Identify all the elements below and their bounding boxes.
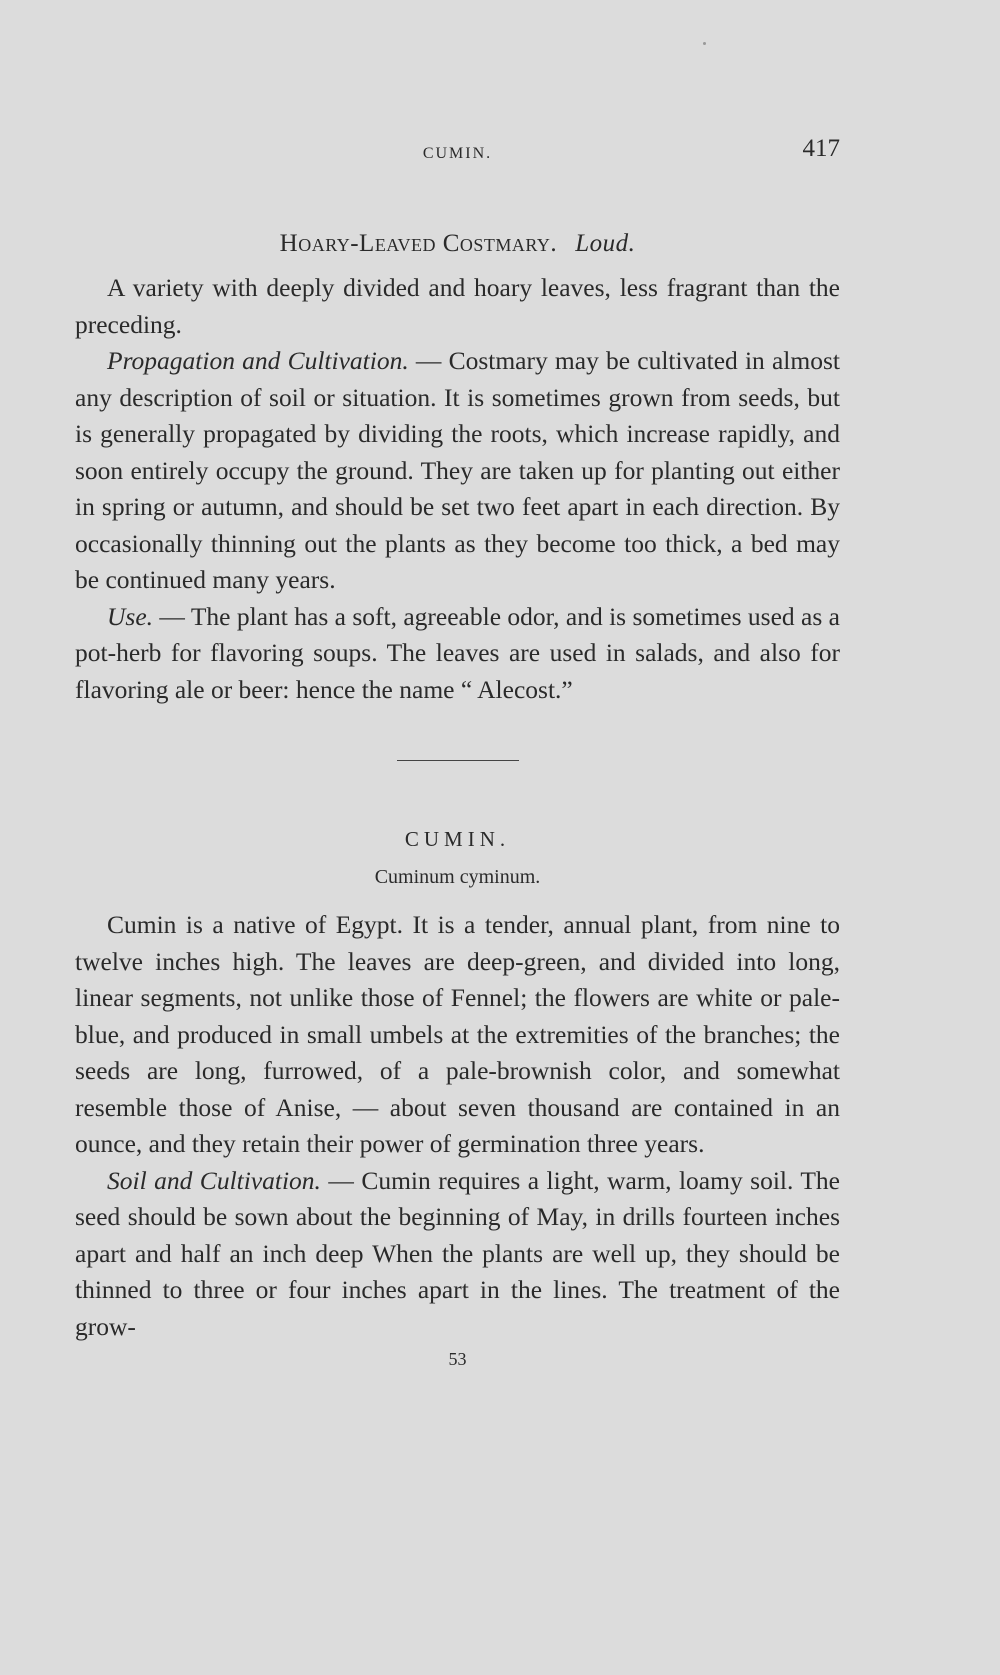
paragraph-lead-use: Use. xyxy=(107,601,154,631)
running-head: CUMIN. xyxy=(422,145,493,162)
paragraph-lead-soil: Soil and Cultivation. xyxy=(107,1165,321,1195)
paragraph-use xyxy=(75,599,840,709)
section-title-authority: Loud. xyxy=(575,230,636,257)
signature-mark: 53 xyxy=(448,1349,467,1369)
paragraph-text-use: — The plant has a soft, agreeable odor, and is sometimes used as a pot-herb for flavoring soups. The leaves are used in salads, and also for flavoring ale or beer: hence the name “ Alecost.” xyxy=(75,601,840,704)
paragraph-soil-cultivation xyxy=(75,1163,840,1346)
paragraph-lead-propagation: Propagation and Cultivation. xyxy=(107,346,409,375)
page-header xyxy=(75,135,840,175)
section-title-hoary-leaved-costmary xyxy=(75,230,840,258)
paragraph-text-soil: — Cumin requires a light, warm, loamy soil. The seed should be sown about the beginning of May, in drills fourteen inches apart and half an inch deep When the plants are well up, they should be thinned to three or four inches apart in the lines. The treatment of the grow- xyxy=(75,1165,841,1341)
page-text xyxy=(75,230,840,1370)
section-title-cumin: CUMIN. xyxy=(404,827,511,851)
paragraph-propagation xyxy=(75,343,840,599)
page-number: 417 xyxy=(802,135,840,162)
paper-speck xyxy=(703,42,706,45)
section-title-text: Hoary-Leaved Costmary. xyxy=(279,230,558,257)
section-divider xyxy=(397,760,519,761)
paragraph-cumin-description: Cumin is a native of Egypt. It is a tender, annual plant, from nine to twelve inches high. The leaves are deep-green, and divided into long, linear segments, not unlike those of Fennel; the flowers are white or pale-blue, and produced in small umbels at the extremities of the branches; the seeds are long, furrowed, of a pale-brownish color, and somewhat resemble those of Anise, — about seven thousand are contained in an ounce, and they retain their power of germination three years. xyxy=(75,910,840,1158)
paragraph-description: A variety with deeply divided and hoary leaves, less fragrant than the preceding. xyxy=(75,273,840,339)
paragraph-text-propagation: — Costmary may be cultivated in almost any description of soil or situation. It is sometimes grown from seeds, but is generally propagated by dividing the roots, which increase rapidly, and soon entirely occupy the ground. They are taken up for planting out either in spring or autumn, and should be set two feet apart in each direction. By occasionally thinning out the plants as they become too thick, a bed may be continued many years. xyxy=(75,346,840,594)
section-subtitle-latin-name: Cuminum cyminum. xyxy=(374,866,541,888)
